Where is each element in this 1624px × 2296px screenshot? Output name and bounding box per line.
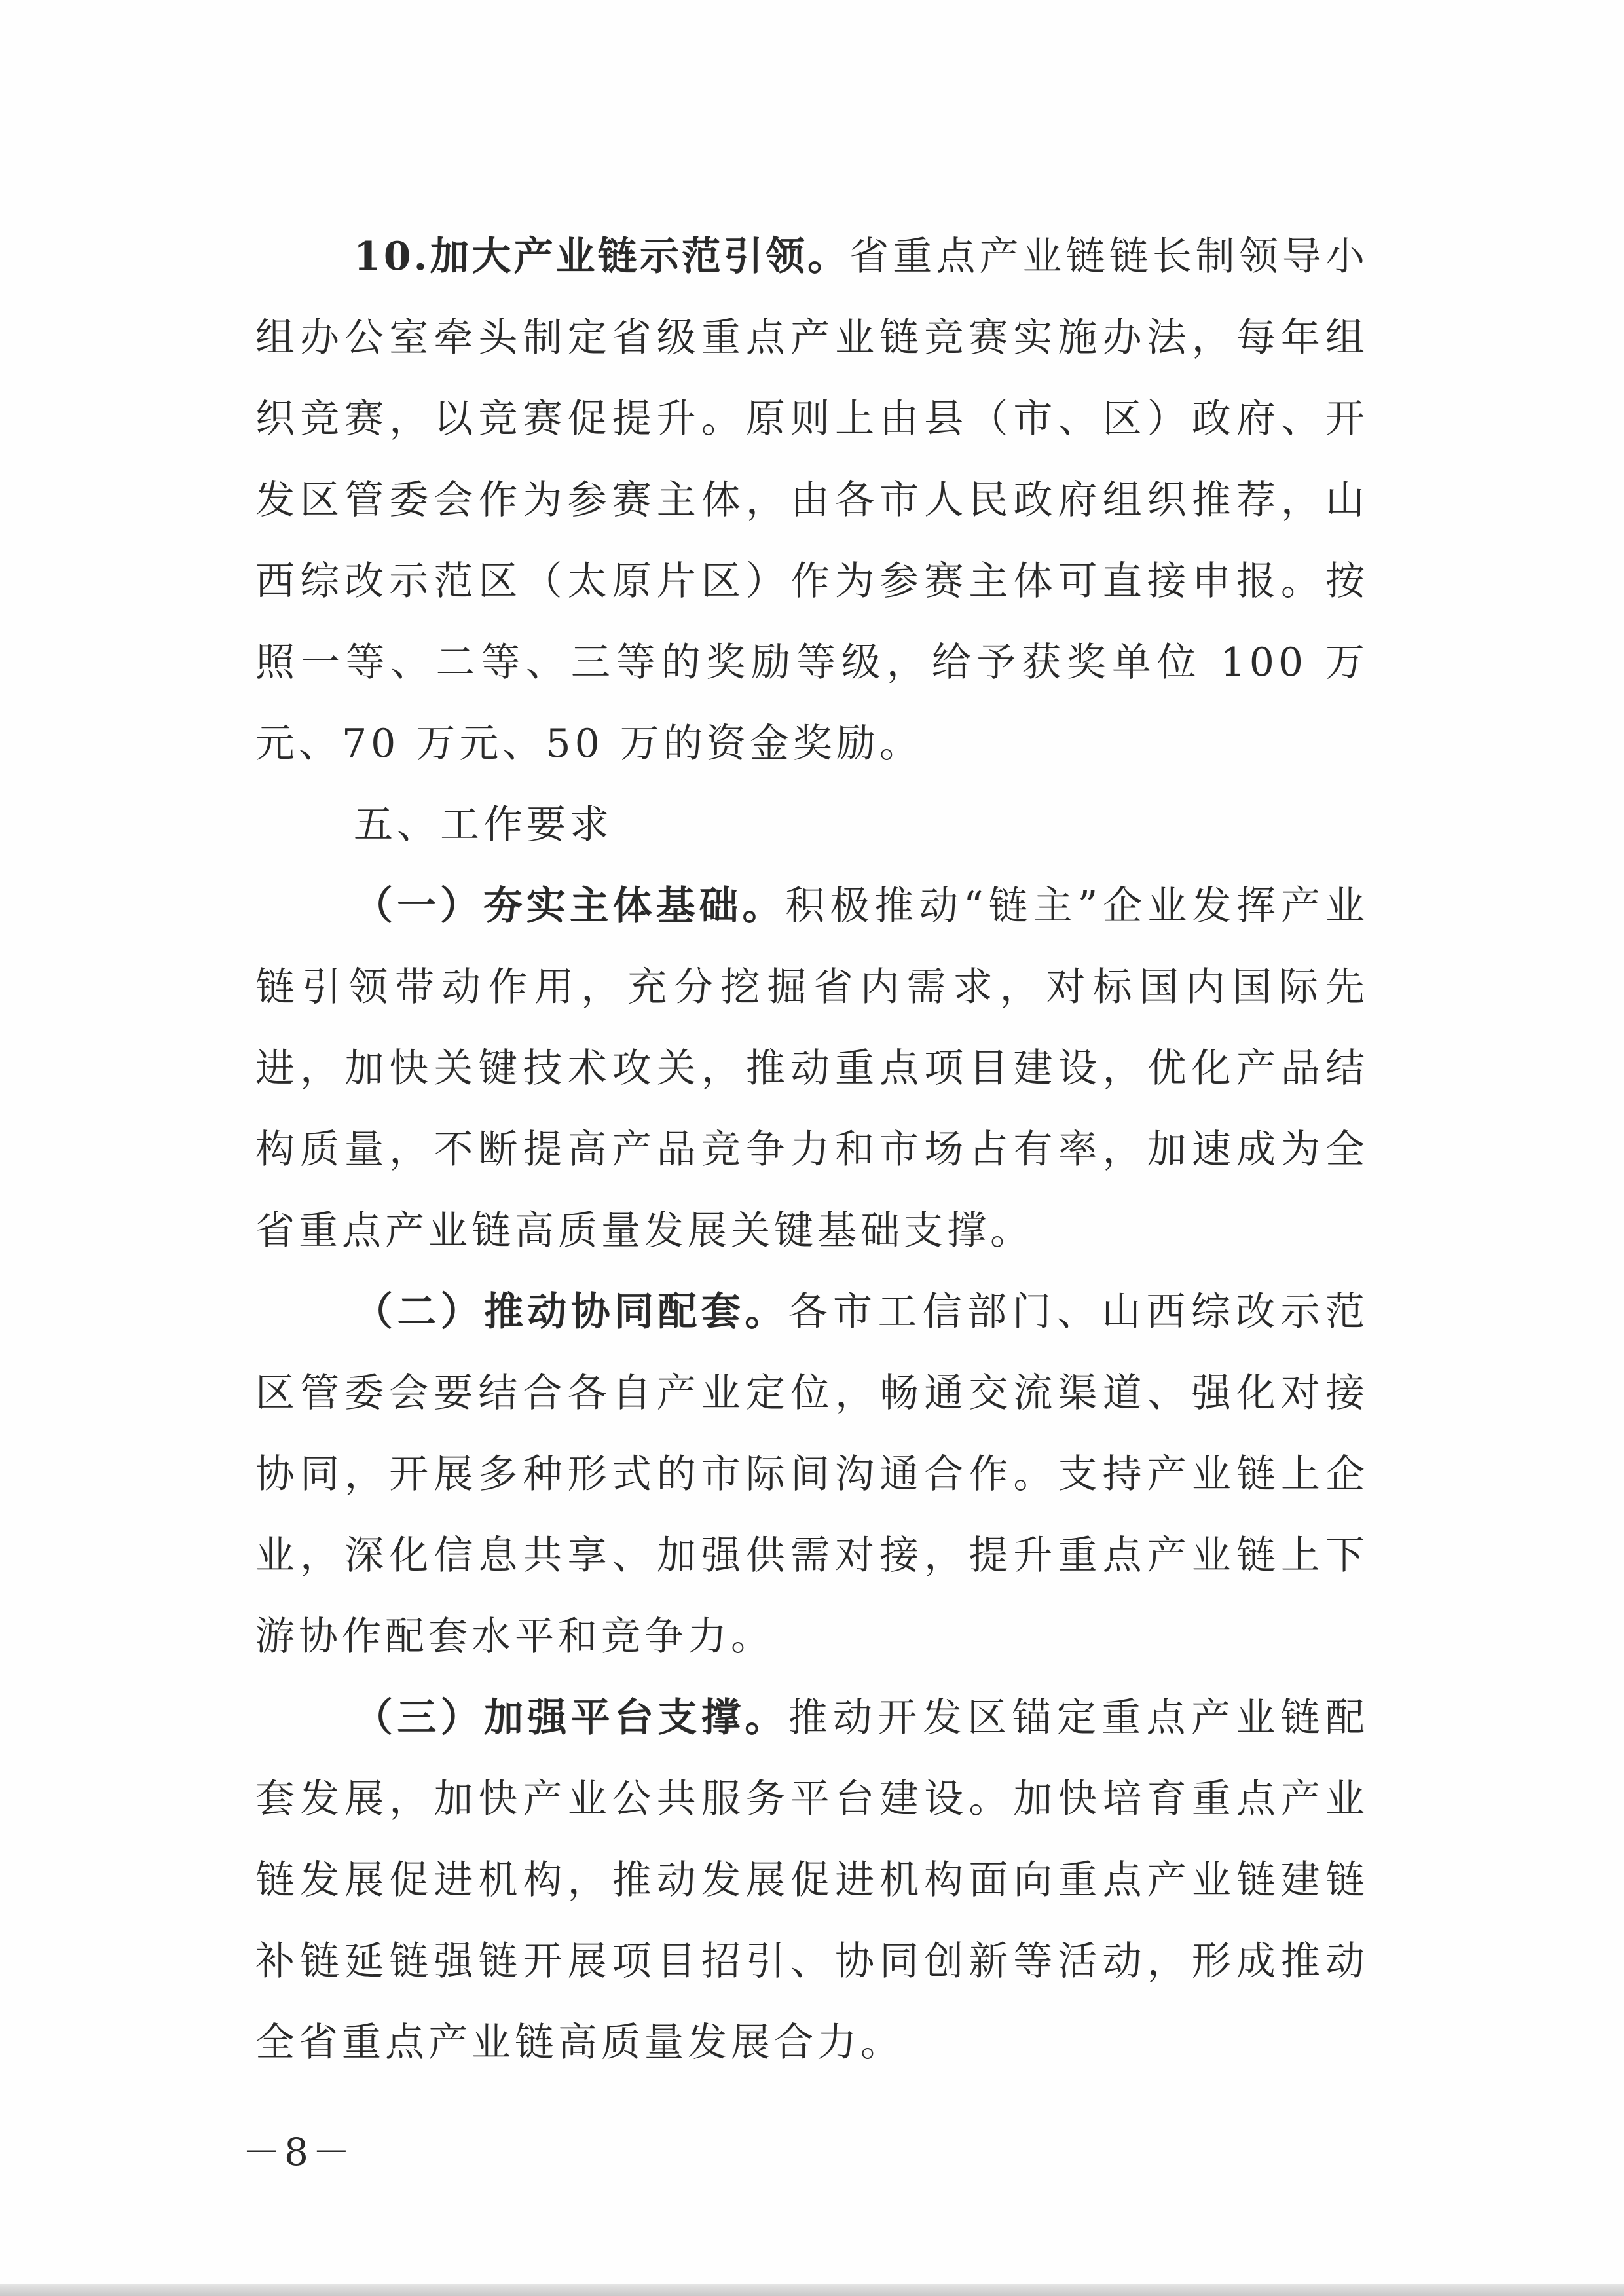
document-body: [255, 216, 1369, 2083]
page-number: －8－: [242, 2130, 354, 2174]
requirement-paragraph-3: [255, 1677, 1369, 2083]
paragraph-demonstration-guidance: [255, 216, 1369, 784]
requirement-text: 各市工信部门、山西综改示范区管委会要结合各自产业定位，畅通交流渠道、强化对接协同，开展多种形式的市际间沟通合作。支持产业链上企业，深化信息共享、加强供需对接，提升重点产业链上下游协作配套水平和竞争力。: [255, 1289, 1369, 1660]
requirement-text: 积极推动“链主”企业发挥产业链引领带动作用，充分挖掘省内需求，对标国内国际先进，加快关键技术攻关，推动重点项目建设，优化产品结构质量，不断提高产品竞争力和市场占有率，加速成为全省重点产业链高质量发展关键基础支撑。: [255, 883, 1369, 1254]
scan-edge-divider: [0, 2284, 1624, 2296]
section-heading: 五、工作要求: [354, 802, 613, 848]
requirement-lead: （二）推动协同配套。: [354, 1289, 788, 1335]
requirement-paragraph-1: [255, 866, 1369, 1271]
paragraph-text: 省重点产业链链长制领导小组办公室牵头制定省级重点产业链竞赛实施办法，每年组织竞赛，以竞赛促提升。原则上由县（市、区）政府、开发区管委会作为参赛主体，由各市人民政府组织推荐，山西综改示范区（太原片区）作为参赛主体可直接申报。按照一等、二等、三等的奖励等级，给予获奖单位 100 万元、70 万元、50 万的资金奖励。: [255, 234, 1369, 767]
paragraph-lead: 10.加大产业链示范引领。: [354, 234, 850, 280]
requirement-paragraph-2: [255, 1271, 1369, 1677]
requirement-text: 推动开发区锚定重点产业链配套发展，加快产业公共服务平台建设。加快培育重点产业链发展促进机构，推动发展促进机构面向重点产业链建链补链延链强链开展项目招引、协同创新等活动，形成推动全省重点产业链高质量发展合力。: [255, 1695, 1369, 2066]
requirement-lead: （一）夯实主体基础。: [354, 883, 786, 929]
requirement-lead: （三）加强平台支撑。: [354, 1695, 788, 1741]
